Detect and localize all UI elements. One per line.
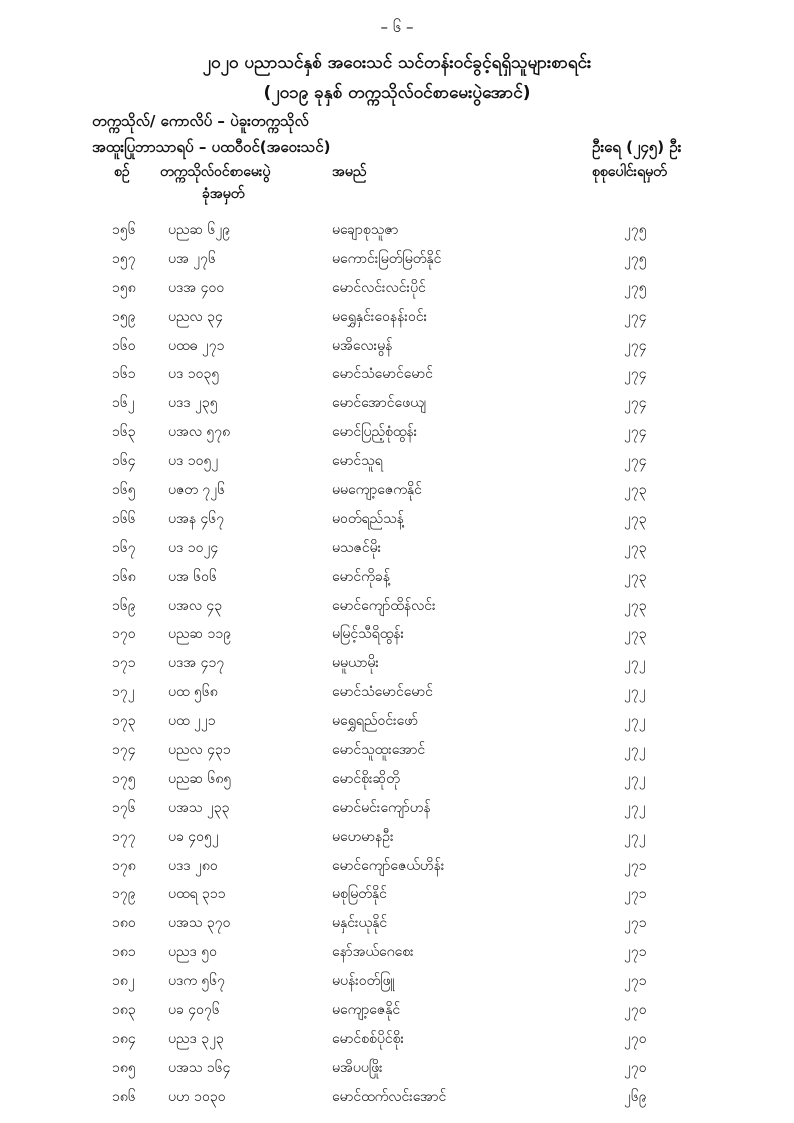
- row-number: ၁၈၆: [112, 1088, 136, 1105]
- student-name: မဟေမာနဦး: [332, 828, 394, 845]
- row-number: ၁၅၈: [112, 279, 136, 296]
- row-number: ၁၆၆: [112, 510, 136, 527]
- row-number: ၁၇၇: [112, 828, 136, 845]
- student-name: မစုမြတ်နိုင်: [332, 886, 387, 903]
- roll-number: ပညဆ ၆၂၉: [168, 222, 231, 238]
- roll-number: ပအသ ၃၇၀: [168, 915, 231, 932]
- roll-number: ပညဆ ၁၁၉: [168, 626, 232, 643]
- column-header-name: အမည်: [332, 164, 367, 180]
- roll-number: ပထဓ ၂၇၁: [168, 337, 225, 354]
- total-marks: ၂၇၅: [624, 250, 647, 267]
- student-name: မောင်သူရ: [332, 453, 383, 470]
- student-name: မောင်မင်းကျော်ဟန်: [332, 799, 431, 816]
- row-number: ၁၈၅: [112, 1059, 136, 1076]
- table-row: [0, 938, 794, 967]
- row-number: ၁၆၄: [112, 453, 136, 470]
- row-number: ၁၇၃: [112, 713, 136, 730]
- total-marks: ၂၇၁: [624, 915, 647, 932]
- roll-number: ပညလ ၄၃၁: [168, 742, 231, 759]
- student-name: မရွှေနှင်းဝေနန်းဝင်း: [332, 308, 428, 325]
- column-header-roll: တက္ကသိုလ်ဝင်စာမေးပွဲ: [160, 164, 271, 180]
- roll-number: ပညဒ ၅၀: [168, 944, 218, 961]
- roll-number: ပဒ ၁၀၅၂: [168, 453, 219, 470]
- table-row: [0, 505, 794, 534]
- roll-number: ပခ ၄၀၇၆: [168, 1002, 220, 1019]
- table-row: [0, 418, 794, 447]
- table-row: [0, 678, 794, 707]
- table-row: [0, 360, 794, 389]
- table-row: [0, 736, 794, 765]
- roll-number: ပဒဒ ၂၃၅: [168, 395, 218, 412]
- table-row: [0, 1054, 794, 1083]
- roll-number: ပဒအ ၄၀၀: [168, 279, 225, 296]
- total-marks: ၂၇၄: [624, 453, 647, 470]
- row-number: ၁၆၇: [112, 539, 136, 556]
- total-marks: ၂၇၀: [624, 1002, 647, 1019]
- table-row: [0, 274, 794, 303]
- total-marks: ၂၇၁: [624, 886, 647, 903]
- student-name: မောင်ကျော်ဇေယ်ဟိန်း: [332, 857, 445, 874]
- table-row: [0, 823, 794, 852]
- table-row: [0, 592, 794, 621]
- row-number: ၁၇၀: [112, 626, 136, 643]
- row-number: ၁၆၉: [112, 597, 136, 614]
- roll-number: ပထ ၅၆၈: [168, 684, 218, 701]
- table-row: [0, 852, 794, 881]
- student-name: မအိပပဖြိုး: [332, 1059, 383, 1076]
- total-marks: ၂၇၂: [624, 684, 646, 701]
- student-table: [0, 216, 794, 1112]
- roll-number: ပဟ ၁၀၃၀: [168, 1088, 226, 1105]
- total-marks: ၂၆၉: [624, 1088, 647, 1105]
- total-marks: ၂၇၀: [624, 1030, 647, 1047]
- column-header-no: စဉ်: [114, 164, 130, 180]
- row-number: ၁၆၅: [112, 482, 136, 499]
- row-number: ၁၈၄: [112, 1030, 136, 1047]
- table-row: [0, 649, 794, 678]
- student-name: မောင်အောင်ဖေယျ: [332, 395, 426, 412]
- total-marks: ၂၇၂: [624, 828, 646, 845]
- student-name: နော်အယ်ဂေစေး: [332, 944, 414, 961]
- university-label: တက္ကသိုလ်/ ကောလိပ် – ပဲခူးတက္ကသိုလ်: [92, 112, 309, 130]
- row-number: ၁၆၂: [112, 395, 135, 412]
- student-name: မကျော့ဇေနိုင်: [332, 1002, 401, 1019]
- row-number: ၁၇၂: [112, 684, 135, 701]
- total-marks: ၂၇၂: [624, 655, 646, 672]
- table-row: [0, 563, 794, 592]
- student-name: မသဇင်မိုး: [332, 539, 382, 556]
- roll-number: ပအသ ၁၆၄: [168, 1059, 231, 1076]
- row-number: ၁၇၄: [112, 742, 136, 759]
- table-row: [0, 303, 794, 332]
- table-row: [0, 794, 794, 823]
- total-marks: ၂၇၄: [624, 308, 647, 325]
- table-row: [0, 216, 794, 245]
- roll-number: ပအန ၄၆၇: [168, 510, 225, 527]
- total-marks: ၂၇၀: [624, 1059, 647, 1076]
- table-row: [0, 476, 794, 505]
- row-number: ၁၇၉: [112, 886, 136, 903]
- total-marks: ၂၇၅: [624, 222, 647, 238]
- total-marks: ၂၇၃: [624, 597, 647, 614]
- document-subtitle: (၂၀၁၉ ခုနှစ် တက္ကသိုလ်ဝင်စာမေးပွဲအောင်): [263, 83, 531, 103]
- roll-number: ပခ ၄၀၅၂: [168, 828, 219, 845]
- row-number: ၁၇၁: [112, 655, 136, 672]
- student-name: မဝတ်ရည်သန့်: [332, 510, 404, 527]
- student-name: မမူယာမိုး: [332, 655, 379, 672]
- column-header-roll-line2: ခုံအမှတ်: [202, 186, 245, 202]
- total-marks: ၂၇၄: [624, 424, 647, 441]
- table-row: [0, 389, 794, 418]
- total-marks: ၂၇၃: [624, 539, 647, 556]
- total-marks: ၂၇၄: [624, 337, 647, 354]
- row-number: ၁၈၁: [112, 944, 136, 961]
- table-row: [0, 447, 794, 476]
- roll-number: ပညလ ၃၄: [168, 308, 223, 325]
- total-marks: ၂၇၃: [624, 510, 647, 527]
- row-number: ၁၆၃: [112, 424, 136, 441]
- total-marks: ၂၇၃: [624, 482, 647, 499]
- row-number: ၁၅၆: [112, 222, 136, 238]
- student-name: မောင်သူထူးအောင်: [332, 742, 426, 759]
- student-name: မောင်စစ်ပိုင်စိုး: [332, 1030, 405, 1047]
- row-number: ၁၇၈: [112, 857, 136, 874]
- student-name: မောင်ကိုခန့်: [332, 568, 390, 585]
- student-name: မချောစုသူဇာ: [332, 222, 399, 238]
- row-number: ၁၆၁: [112, 366, 136, 383]
- student-name: မအိလေးမွန်: [332, 337, 393, 354]
- row-number: ၁၇၆: [112, 799, 136, 816]
- roll-number: ပအ ၂၇၆: [168, 250, 216, 267]
- table-row: [0, 765, 794, 794]
- student-name: မောင်ကျော်ထိန်လင်း: [332, 597, 436, 614]
- department-label: အထူးပြုဘာသာရပ် – ပထဝီဝင်(အဝေးသင်): [92, 138, 331, 156]
- student-name: မောင်ပြည့်စုံထွန်း: [332, 424, 418, 441]
- table-row: [0, 1025, 794, 1054]
- student-name: မောင်စိုးဆိုတို: [332, 770, 400, 787]
- row-number: ၁၈၃: [112, 1002, 136, 1019]
- roll-number: ပအသ ၂၃၃: [168, 799, 230, 816]
- page-number: – ၆ –: [380, 18, 414, 36]
- roll-number: ပညဆ ၆၈၅: [168, 770, 232, 787]
- student-name: မနှင်းယုနိုင်: [332, 915, 388, 932]
- table-row: [0, 880, 794, 909]
- roll-number: ပဒက ၅၆၇: [168, 973, 226, 990]
- table-row: [0, 909, 794, 938]
- table-row: [0, 1083, 794, 1112]
- total-count: ဦးရေ (၂၄၅) ဦး: [592, 138, 682, 156]
- roll-number: ပထရ ၃၁၁: [168, 886, 226, 903]
- table-row: [0, 996, 794, 1025]
- row-number: ၁၆၈: [112, 568, 136, 585]
- table-row: [0, 620, 794, 649]
- total-marks: ၂၇၂: [624, 713, 646, 730]
- total-marks: ၂၇၂: [624, 799, 646, 816]
- table-row: [0, 534, 794, 563]
- student-name: မောင်သံမောင်မောင်: [332, 684, 433, 701]
- roll-number: ပထ ၂၂၁: [168, 713, 216, 730]
- roll-number: ပဒ ၁၀၃၅: [168, 366, 220, 383]
- row-number: ၁၈၂: [112, 973, 135, 990]
- roll-number: ပအလ ၄၃: [168, 597, 223, 614]
- table-row: [0, 245, 794, 274]
- total-marks: ၂၇၃: [624, 626, 647, 643]
- table-row: [0, 332, 794, 361]
- student-name: မရွှေရည်ဝင်းဖော်: [332, 713, 419, 730]
- roll-number: ပညဒ ၃၂၃: [168, 1030, 224, 1047]
- row-number: ၁၅၉: [112, 308, 136, 325]
- roll-number: ပအ ၆၀၆: [168, 568, 217, 585]
- total-marks: ၂၇၂: [624, 770, 646, 787]
- roll-number: ပဒ ၁၀၂၄: [168, 539, 219, 556]
- document-title: ၂၀၂၀ ပညာသင်နှစ် အဝေးသင် သင်တန်းဝင်ခွင့်ရရှိသူများစာရင်း: [202, 53, 592, 73]
- row-number: ၁၈၀: [112, 915, 136, 932]
- total-marks: ၂၇၄: [624, 395, 647, 412]
- roll-number: ပအလ ၅၇၈: [168, 424, 231, 441]
- total-marks: ၂၇၅: [624, 279, 647, 296]
- student-name: မကောင်းမြတ်မြတ်နိုင်: [332, 250, 442, 267]
- total-marks: ၂၇၃: [624, 568, 647, 585]
- row-number: ၁၅၇: [112, 250, 136, 267]
- table-row: [0, 967, 794, 996]
- row-number: ၁၆၀: [112, 337, 136, 354]
- total-marks: ၂၇၂: [624, 742, 646, 759]
- table-row: [0, 707, 794, 736]
- roll-number: ပဒဒ ၂၈၀: [168, 857, 218, 874]
- student-name: မောင်လင်းလင်းပိုင်: [332, 279, 426, 296]
- student-name: မပန်းဝတ်ဖြူ: [332, 973, 395, 990]
- total-marks: ၂၇၁: [624, 944, 647, 961]
- row-number: ၁၇၅: [112, 770, 136, 787]
- total-marks: ၂၇၄: [624, 366, 647, 383]
- student-name: မမြင့်သီရိထွန်း: [332, 626, 405, 643]
- roll-number: ပဇတ ၇၂၆: [168, 482, 226, 499]
- student-name: မောင်သံမောင်မောင်: [332, 366, 433, 383]
- column-header-marks: စုစုပေါင်းရမှတ်: [592, 164, 667, 180]
- roll-number: ပဒအ ၄၁၇: [168, 655, 225, 672]
- student-name: မောင်ထက်လင်းအောင်: [332, 1088, 447, 1105]
- total-marks: ၂၇၁: [624, 973, 647, 990]
- total-marks: ၂၇၁: [624, 857, 647, 874]
- student-name: မမကျော့ဇေကနိုင်: [332, 482, 422, 499]
